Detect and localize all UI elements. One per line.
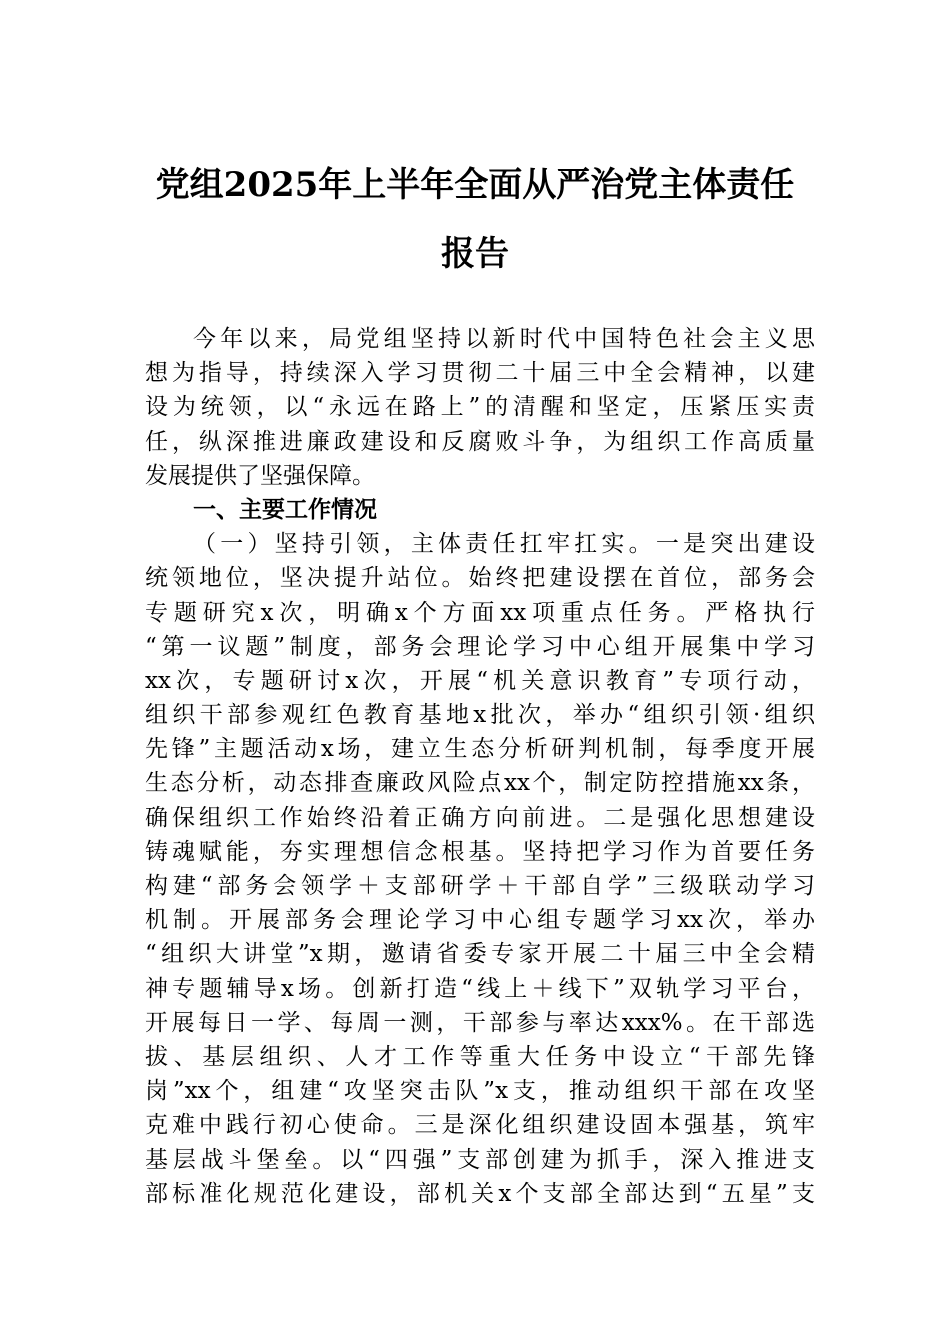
text-line: 任，纵深推进廉政建设和反腐败斗争，为组织工作高质量 <box>145 428 815 455</box>
text-line: “第一议题”制度，部务会理论学习中心组开展集中学习 <box>145 633 815 660</box>
document-title-line-2: 报告 <box>441 234 509 274</box>
text-line: 机制。开展部务会理论学习中心组专题学习xx次，举办 <box>145 907 815 934</box>
text-line: 开展每日一学、每周一测，干部参与率达xxx%。在干部选 <box>145 1009 815 1036</box>
text-line: 设为统领，以“永远在路上”的清醒和坚定，压紧压实责 <box>145 394 815 421</box>
text-line: 发展提供了坚强保障。 <box>145 462 375 489</box>
text-line: 拔、基层组织、人才工作等重大任务中设立“干部先锋 <box>145 1043 815 1070</box>
text-line: 神专题辅导x场。创新打造“线上＋线下”双轨学习平台， <box>145 975 815 1002</box>
document-body <box>145 322 815 1211</box>
text-line: 专题研究x次，明确x个方面xx项重点任务。严格执行 <box>145 599 815 626</box>
text-line: 岗”xx个，组建“攻坚突击队”x支，推动组织干部在攻坚 <box>145 1078 815 1105</box>
text-line: “组织大讲堂”x期，邀请省委专家开展二十届三中全会精 <box>145 941 815 968</box>
text-line: 克难中践行初心使命。三是深化组织建设固本强基，筑牢 <box>145 1112 815 1139</box>
text-line: 铸魂赋能，夯实理想信念根基。坚持把学习作为首要任务 <box>145 838 815 865</box>
text-line: xx次，专题研讨x次，开展“机关意识教育”专项行动， <box>145 667 815 694</box>
text-line: 组织干部参观红色教育基地x批次，举办“组织引领·组织 <box>145 702 815 729</box>
document-title-line-1: 党组2025年上半年全面从严治党主体责任 <box>155 165 795 205</box>
text-line: 生态分析，动态排查廉政风险点xx个，制定防控措施xx条， <box>145 770 815 797</box>
text-line: 构建“部务会领学＋支部研学＋干部自学”三级联动学习 <box>145 873 815 899</box>
text-line: 今年以来，局党组坚持以新时代中国特色社会主义思 <box>193 326 815 352</box>
text-line: 先锋”主题活动x场，建立生态分析研判机制，每季度开展 <box>145 736 815 763</box>
text-line: 确保组织工作始终沿着正确方向前进。二是强化思想建设 <box>145 804 815 831</box>
text-line: （一）坚持引领，主体责任扛牢扛实。一是突出建设 <box>193 531 815 558</box>
text-line: 基层战斗堡垒。以“四强”支部创建为抓手，深入推进支 <box>145 1146 815 1173</box>
text-line: 部标准化规范化建设，部机关x个支部全部达到“五星”支 <box>145 1180 815 1207</box>
text-line: 统领地位，坚决提升站位。始终把建设摆在首位，部务会 <box>145 565 815 592</box>
section-heading: 一、主要工作情况 <box>193 496 377 523</box>
text-line: 想为指导，持续深入学习贯彻二十届三中全会精神，以建 <box>145 360 815 387</box>
